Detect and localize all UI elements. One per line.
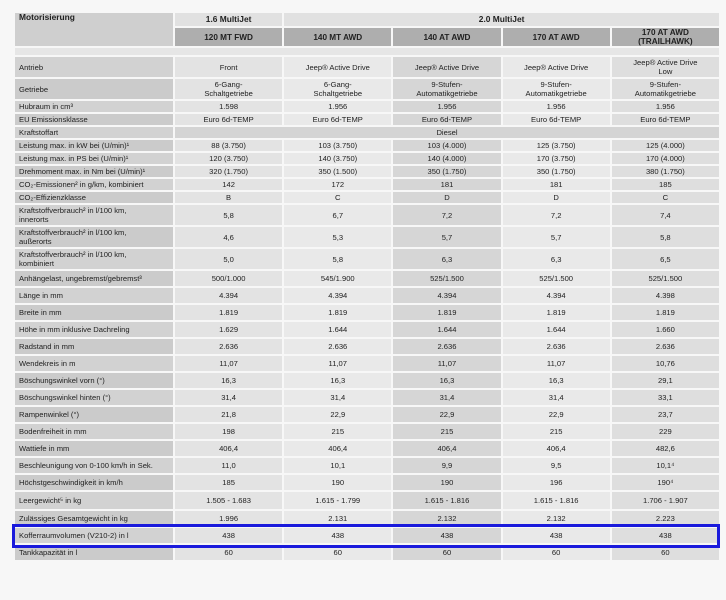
row-value: 190: [393, 475, 500, 490]
row-value: 6-Gang- Schaltgetriebe: [175, 79, 282, 99]
row-label: CO₂-Effizienzklasse: [15, 192, 173, 203]
motorisierung-header: Motorisierung: [15, 13, 173, 46]
row-label: Kraftstoffverbrauch² in l/100 km, kombiniert: [15, 249, 173, 269]
row-label: Leistung max. in PS bei (U/min)¹: [15, 153, 173, 164]
row-value: 406,4: [175, 441, 282, 456]
table-row: [15, 441, 719, 456]
row-value: Euro 6d-TEMP: [503, 114, 610, 125]
engine-group-2-0: 2.0 MultiJet: [284, 13, 719, 26]
row-value: 22,9: [284, 407, 391, 422]
row-value: 525/1.500: [503, 271, 610, 286]
table-row: [15, 373, 719, 388]
table-row: [15, 227, 719, 247]
row-value: 31,4: [284, 390, 391, 405]
row-value: 23,7: [612, 407, 719, 422]
row-value: 33,1: [612, 390, 719, 405]
row-value: 60: [284, 545, 391, 560]
row-value: 5,8: [612, 227, 719, 247]
table-row: [15, 356, 719, 371]
row-value: 2.636: [612, 339, 719, 354]
row-value: 4.394: [503, 288, 610, 303]
row-value: 125 (4.000): [612, 140, 719, 151]
row-value: 438: [503, 528, 610, 543]
variant-header: 170 AT AWD (TRAILHAWK): [612, 28, 719, 46]
header-spacer: [15, 48, 719, 55]
row-value: 88 (3.750): [175, 140, 282, 151]
row-value: 31,4: [393, 390, 500, 405]
row-value: 406,4: [393, 441, 500, 456]
row-label: Beschleunigung von 0-100 km/h in Sek.: [15, 458, 173, 473]
row-value: 350 (1.750): [503, 166, 610, 177]
row-value: 1.819: [503, 305, 610, 320]
table-row: [15, 511, 719, 526]
row-value: Euro 6d-TEMP: [612, 114, 719, 125]
row-value: 11,07: [284, 356, 391, 371]
row-value: 196: [503, 475, 610, 490]
row-value: 438: [284, 528, 391, 543]
row-value: 350 (1.500): [284, 166, 391, 177]
row-label: Böschungswinkel hinten (°): [15, 390, 173, 405]
row-value: 1.819: [284, 305, 391, 320]
row-value: 215: [284, 424, 391, 439]
table-row: [15, 114, 719, 125]
row-value: Jeep® Active Drive: [393, 57, 500, 77]
row-value: 1.819: [175, 305, 282, 320]
table-row: [15, 205, 719, 225]
row-label: Wendekreis in m: [15, 356, 173, 371]
row-value: 6,3: [393, 249, 500, 269]
row-value: 320 (1.750): [175, 166, 282, 177]
row-value: 6,3: [503, 249, 610, 269]
row-label: Länge in mm: [15, 288, 173, 303]
row-value: 500/1.000: [175, 271, 282, 286]
row-value: 5,8: [284, 249, 391, 269]
row-value: 1.956: [284, 101, 391, 112]
row-value: 1.644: [284, 322, 391, 337]
row-value: 1.956: [393, 101, 500, 112]
table-row: [15, 140, 719, 151]
row-value: 5,7: [393, 227, 500, 247]
row-value: C: [612, 192, 719, 203]
table-row: [15, 390, 719, 405]
table-row: [15, 101, 719, 112]
row-value: 172: [284, 179, 391, 190]
row-value: 6-Gang- Schaltgetriebe: [284, 79, 391, 99]
spec-table: [13, 11, 721, 562]
table-row: [15, 57, 719, 77]
row-value: 16,3: [393, 373, 500, 388]
row-value: 181: [503, 179, 610, 190]
row-value: 4.398: [612, 288, 719, 303]
row-value: 350 (1.750): [393, 166, 500, 177]
row-value: 9,9: [393, 458, 500, 473]
row-value: 11,0: [175, 458, 282, 473]
row-label: Zulässiges Gesamtgewicht in kg: [15, 511, 173, 526]
row-value: 1.996: [175, 511, 282, 526]
table-row: [15, 249, 719, 269]
row-value: 10,1⁴: [612, 458, 719, 473]
row-label: Drehmoment max. in Nm bei (U/min)¹: [15, 166, 173, 177]
row-value: 1.629: [175, 322, 282, 337]
row-value: Diesel: [175, 127, 719, 138]
row-value: Euro 6d-TEMP: [175, 114, 282, 125]
table-row: [15, 458, 719, 473]
row-value: 2.636: [175, 339, 282, 354]
row-value: 190: [284, 475, 391, 490]
row-label: EU Emissionsklasse: [15, 114, 173, 125]
table-row: [15, 407, 719, 422]
row-value: 103 (4.000): [393, 140, 500, 151]
row-value: D: [503, 192, 610, 203]
row-value: 170 (4.000): [612, 153, 719, 164]
row-value: 9,5: [503, 458, 610, 473]
row-value: 1.615 - 1.799: [284, 492, 391, 509]
table-row: [15, 153, 719, 164]
row-label: Höchstgeschwindigkeit in km/h: [15, 475, 173, 490]
row-value: 215: [393, 424, 500, 439]
row-value: 6,7: [284, 205, 391, 225]
variant-header: 170 AT AWD: [503, 28, 610, 46]
row-value: 140 (4.000): [393, 153, 500, 164]
row-value: 7,4: [612, 205, 719, 225]
row-value: 1.644: [393, 322, 500, 337]
row-value: 2.636: [503, 339, 610, 354]
row-value: 1.819: [393, 305, 500, 320]
row-value: 11,07: [175, 356, 282, 371]
row-label: Kraftstoffart: [15, 127, 173, 138]
table-row: [15, 79, 719, 99]
row-value: 1.706 - 1.907: [612, 492, 719, 509]
table-row: [15, 271, 719, 286]
row-value: 170 (3.750): [503, 153, 610, 164]
table-row: [15, 339, 719, 354]
row-value: Jeep® Active Drive: [284, 57, 391, 77]
row-value: 1.505 - 1.683: [175, 492, 282, 509]
row-label: Breite in mm: [15, 305, 173, 320]
row-value: 6,5: [612, 249, 719, 269]
table-row: [15, 475, 719, 490]
row-value: 16,3: [503, 373, 610, 388]
row-label: Leergewicht⁵ in kg: [15, 492, 173, 509]
row-value: Euro 6d-TEMP: [284, 114, 391, 125]
row-value: 438: [612, 528, 719, 543]
row-value: 140 (3.750): [284, 153, 391, 164]
row-label: Tankkapazität in l: [15, 545, 173, 560]
variant-header: 140 AT AWD: [393, 28, 500, 46]
row-value: 1.598: [175, 101, 282, 112]
row-value: B: [175, 192, 282, 203]
row-value: 4.394: [284, 288, 391, 303]
row-value: 9-Stufen- Automatikgetriebe: [503, 79, 610, 99]
row-value: 2.131: [284, 511, 391, 526]
table-row: [15, 127, 719, 138]
row-value: 7,2: [503, 205, 610, 225]
row-value: 29,1: [612, 373, 719, 388]
row-label: Antrieb: [15, 57, 173, 77]
row-value: 60: [503, 545, 610, 560]
row-value: 60: [175, 545, 282, 560]
row-label: Böschungswinkel vorn (°): [15, 373, 173, 388]
table-row: [15, 322, 719, 337]
row-label: Höhe in mm inklusive Dachreling: [15, 322, 173, 337]
row-label: Kraftstoffverbrauch² in l/100 km, außerorts: [15, 227, 173, 247]
table-row: [15, 192, 719, 203]
row-value: 545/1.900: [284, 271, 391, 286]
variant-header: 120 MT FWD: [175, 28, 282, 46]
row-value: 142: [175, 179, 282, 190]
row-value: 406,4: [503, 441, 610, 456]
row-value: C: [284, 192, 391, 203]
row-value: 5,8: [175, 205, 282, 225]
row-value: 5,3: [284, 227, 391, 247]
row-label: Rampenwinkel (°): [15, 407, 173, 422]
row-value: 16,3: [284, 373, 391, 388]
row-value: 438: [393, 528, 500, 543]
row-value: 482,6: [612, 441, 719, 456]
table-row: [15, 179, 719, 190]
table-row: [15, 288, 719, 303]
row-label: Kraftstoffverbrauch² in l/100 km, innerorts: [15, 205, 173, 225]
row-value: 181: [393, 179, 500, 190]
row-value: 60: [612, 545, 719, 560]
row-value: 11,07: [503, 356, 610, 371]
row-value: 1.956: [503, 101, 610, 112]
row-value: 525/1.500: [393, 271, 500, 286]
table-row: [15, 424, 719, 439]
row-value: 103 (3.750): [284, 140, 391, 151]
row-label: Wattiefe in mm: [15, 441, 173, 456]
row-label: CO₂-Emissionen² in g/km, kombiniert: [15, 179, 173, 190]
row-value: 1.819: [612, 305, 719, 320]
row-value: 125 (3.750): [503, 140, 610, 151]
row-label: Bodenfreiheit in mm: [15, 424, 173, 439]
row-value: 1.615 - 1.816: [393, 492, 500, 509]
row-value: 185: [612, 179, 719, 190]
row-value: 31,4: [503, 390, 610, 405]
row-label: Hubraum in cm³: [15, 101, 173, 112]
table-row: [15, 492, 719, 509]
row-value: 190⁴: [612, 475, 719, 490]
row-label: Getriebe: [15, 79, 173, 99]
row-value: 22,9: [503, 407, 610, 422]
row-value: Euro 6d-TEMP: [393, 114, 500, 125]
row-value: D: [393, 192, 500, 203]
row-value: 1.644: [503, 322, 610, 337]
row-value: 215: [503, 424, 610, 439]
row-value: 10,1: [284, 458, 391, 473]
row-value: 229: [612, 424, 719, 439]
row-label: Radstand in mm: [15, 339, 173, 354]
row-value: 10,76: [612, 356, 719, 371]
row-value: 9-Stufen- Automatikgetriebe: [612, 79, 719, 99]
row-value: 198: [175, 424, 282, 439]
row-value: 9-Stufen- Automatikgetriebe: [393, 79, 500, 99]
row-label: Anhängelast, ungebremst/gebremst³: [15, 271, 173, 286]
row-value: 4,6: [175, 227, 282, 247]
row-value: 21,8: [175, 407, 282, 422]
row-label: Leistung max. in kW bei (U/min)¹: [15, 140, 173, 151]
row-value: 525/1.500: [612, 271, 719, 286]
table-row: [15, 528, 719, 543]
row-value: 185: [175, 475, 282, 490]
row-value: 1.615 - 1.816: [503, 492, 610, 509]
row-value: 2.223: [612, 511, 719, 526]
row-value: 2.636: [284, 339, 391, 354]
row-value: 2.132: [393, 511, 500, 526]
row-value: Jeep® Active Drive Low: [612, 57, 719, 77]
row-value: 1.660: [612, 322, 719, 337]
engine-group-1-6: 1.6 MultiJet: [175, 13, 282, 26]
row-value: 60: [393, 545, 500, 560]
row-value: 5,0: [175, 249, 282, 269]
row-value: 2.132: [503, 511, 610, 526]
row-value: 11,07: [393, 356, 500, 371]
row-value: 7,2: [393, 205, 500, 225]
table-row: [15, 166, 719, 177]
row-value: 4.394: [393, 288, 500, 303]
row-value: Front: [175, 57, 282, 77]
row-value: Jeep® Active Drive: [503, 57, 610, 77]
table-row: [15, 305, 719, 320]
row-value: 22,9: [393, 407, 500, 422]
variant-header: 140 MT AWD: [284, 28, 391, 46]
row-label: Kofferraumvolumen (V210-2) in l: [15, 528, 173, 543]
row-value: 16,3: [175, 373, 282, 388]
row-value: 1.956: [612, 101, 719, 112]
row-value: 380 (1.750): [612, 166, 719, 177]
row-value: 406,4: [284, 441, 391, 456]
row-value: 4.394: [175, 288, 282, 303]
row-value: 2.636: [393, 339, 500, 354]
row-value: 5,7: [503, 227, 610, 247]
table-row: [15, 545, 719, 560]
spec-rows: [15, 57, 719, 560]
row-value: 31,4: [175, 390, 282, 405]
row-value: 120 (3.750): [175, 153, 282, 164]
row-value: 438: [175, 528, 282, 543]
